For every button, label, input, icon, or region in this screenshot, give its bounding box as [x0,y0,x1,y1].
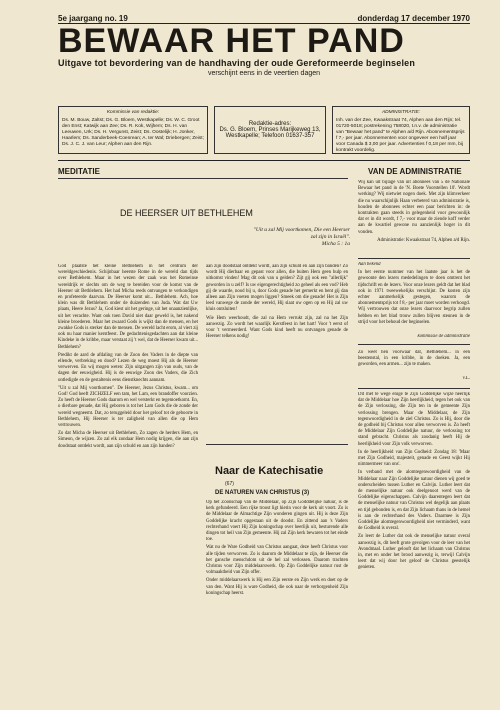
administration-info: Inh. van der Zee, Kwaakstraat 74, Alphen aan den Rijn; tel. 01720-5018; postrekening 758020, t.n.v. de administratie van "Bewaar het pand" te Alphen a/d Rijn. Abonnementsprijs f 7,- per jaar. Abonnementen voor ongeveer een half jaar voor Canada $ 3,00 per jaar. Advertenties f 0,18 per mm, bij kontrakt voordelig. [336,118,465,153]
administratie-label: VAN DE ADMINISTRATIE [368,167,462,176]
paragraph: Onder middelaarswerk is Hij een Zijn eerste en Zijn werk en doet op de van den. Want Hij is ware Godheid, die ook naar de verborgenheid Zijn koningschap heerst. [206,578,348,596]
column-3-continuation [358,392,470,704]
divider [358,388,470,389]
paragraph: aan zijn doodstaat ontdekt wordt, aan zijn schuld en aan zijn banden? Zo wordt Hij dierbaar en gepast voor allen, die buiten Hem geen hulp en uitkomst vinden! Mag dit ook van u gelden? Zijt gij ook een "allerlijk" geworden in u zelf? Is uw eigengerechtigheid zo geheel als een vod? Heb gij de waarde, nood bij u, door Gods genade het gemerkt en bent gij dan alleen aan Zijn voeten mogen liggen? Smeek om die genade! Het is Zijn leed vanwege de zonde der wereld, Hij slaat uw ogen op en Hij zal uw kluis ontsluiten! [206,264,348,313]
verse-signature: v.L. [462,376,470,381]
editorial-box [58,106,208,154]
administratie-signature: Administratie: Kwaakstraat 74, Alphen a/d Rijn. [377,237,470,243]
catechisatie-title: Naar de Katechisatie [215,465,324,477]
editorial-heading: Kommissie van redaktie: [106,110,160,115]
paragraph: In de heerlijkheid van Zijn Godheid: Zondag 18: 'Maar met Zijn Godheid, majesteit, genade en Geest wijkt Hij nimmermeer van ons'. [358,449,470,468]
paragraph: In verband met de alomtegenwoordigheid van de Middelaar naar Zijn Goddelijke natuur dienen wij goed te onderscheiden tussen Luther en Calvijn. Luther leert dat de menselijke natuur ook deelgenoot werd van de Goddelijke eigenschappen. Calvijn daarentegen leert dat de menselijke natuur van Christus wel degelijk aan plaats en tijd gebonden is, en dat Zijn lichaam thans in de hemel is aan de rechterhand des Vaders. Daarmee is Zijn Goddelijke alomtegenwoordigheid niet verminderd, want de Godheid is overal. [358,470,470,532]
divider [206,444,348,445]
paragraph: "Uit u zal Mij voortkomen". De Heerser, Jezus Christus, kwam... om God! God heeft ZICHZELF een tam, het Lam, een brandoffer voorzien. Zo heeft de Heerser Gods daarom en wel versterkt en tegemoetkomt. En, o dierbare genade, dat Hij geboren is tot het Lam Gods die de zonde der wereld wegneemt. Dat, zo teruggeleid door het geloof tot de geboorte in Bethlehem, Hij Heerser is ter zaligheid van allen die op Hem vertrouwen. [58,385,198,429]
side-note-column [358,262,470,334]
paragraph: Op het Zoonschap van de Middelaar, op Zijn Godddelijke natuur, is de kerk gefundeerd. Een rijke troost ligt hierin voor de kerk uit voort. Zo is de Middelaar de Almachtige Zijn wonderen gingen uit. Hij is deze Zijn Goddelijke kracht opgestaan uit de doodst. En zittend aan 's Vaders rechterhand voert Hij Zijn koningschap over heerlijk uit, besturende alle dingen tot heil van Zijn gemeente. Hij zal Zijn kerk bewaren tot het einde toe. [206,500,348,543]
editorial-address-box [214,106,326,154]
paragraph: Predikt de aard de afdaling van de Zoon des Vaders in de diepte van ellende, verbreking en dood? Lezen de weg moest Hij als de Heerser verwerven. En wij mogen weten: Zijn uitgangen zijn van ouds, van de dagen der eeuwigheid. Hij is de eeuwige Zoon des Vaders, die Zich ontledigde en de gestaltenis eens dienstknechts aannam. [58,352,198,383]
meditatie-headline: DE HEERSER UIT BETHLEHEM [120,208,253,218]
catechisatie-column [206,500,348,704]
newspaper-subtitle: Uitgave tot bevordering van de handhaving der oude Gereformeerde beginselen [58,58,416,68]
catechisatie-subtitle: DE NATUREN VAN CHRISTUS (3) [215,490,310,496]
divider [358,344,470,345]
paragraph: Zo leert de Luther dat ook de menselijke natuur overal aanwezig is, dit heeft grote gevolgen voor de leer van het Avondmaal. Luther gelooft dat het lichaam van Christus in, met en onder het brood aanwezig is, terwijl Calvijn leert dat wij door het geloof de Christus geestelijk genieten. [358,534,470,571]
paragraph: Wie Hem weerhoudt, die zal na Hem verrukt zijn, zal na het Zijn aanwezig. Zo wordt het waarlijk Kerstfeest in het hart! Voor 't eerst of voor 't vermeerderd. Want Gods kind heeft nu ontvangen genade de Heerser telkens nodig! [206,315,348,340]
masthead [58,24,470,77]
newspaper-title: BEWAAR HET PAND [58,22,405,60]
newspaper-tagline: verschijnt eens in de veertien dagen [207,70,321,77]
divider [58,178,348,179]
editorial-members: Ds. M. Bouw, Zaltst; Ds. G. Bloem, Westkapelle; Ds. W. C. Groot den Enst; Katwijk aan Zee; Ds. R. Kok, Wijhem; Ds. H. van Leeuwen, Urk; Ds. H. Vergunst, Zeist; Ds. Oostelijk; H. Jonker, Haarlem; Ds. Sanderbeek-Coenrean; A. ter Wal; Driebergen; Zeist; Ds. J. C. J. van Leur; Alphen aan den Rijn. [62,118,204,147]
administration-heading: ADMINISTRATIE: [381,110,421,115]
paragraph: Wij kan uit bijlage van uit abonnees van 5 de Nationale Bewaar het pand in de 'N. Boete Voorstellen 10'. Wordt werking? Wij nietwiet nogen doek. Met zijn klimverkeer die nu waarschijnlijk Haan verbeterd van administratie is, houden de abonnees echter een paar berichten in: de kontrakten gaan steeds in gelegenheid voor gewoonlijk dat er in dit wordt, f 7,- voor maar de ziende koff verder aan de kwartiel gewone nu aanzienlijk hoger in dit vonden. [358,180,470,235]
paragraph: In het eerste nummer van het laatste jaar is het de gewoonte den lezers mededelingen te doen omtrent het tijdschrift en de lezers. Voor onze lezers geldt dat het blad ook in 1971 tweewekelijks verschijnt. De kosten zijn echter aanmerkelijk gestegen, waarom de abonnementsprijs tot f 8,- per jaar moet worden verhoogd. Wij vertrouwen dat onze lezers daarvoor begrip zullen hebben en het blad trouw zullen blijven steunen in de strijd voor het behoud der beginselen. [358,270,470,325]
paragraph: Zo dat Micha de Heerser uit Bethlehem, Zo zagen de herders Hem, en Simeon, de wijzen. Zo zal elk zondaar Hem nodig krijgen, die aan zijn doodstaat ontdekt wordt, aan zijn schuld en aan zijn banden? [58,431,198,449]
side-note-signature: kommissie de administratie [417,334,470,339]
divider [58,160,470,161]
issue-date: donderdag 17 december 1970 [357,14,470,23]
meditatie-column-2 [206,264,348,436]
paragraph: God plaatste het kleine Bethlehem in het centrum der wereldgeschiedenis. Schijnbaar heerste Rome in de wereld dan tijds over Bethlehem. Maar in het wezen der zaak was het Romeinse wereldrijk er slechts om de weg te bereiden voor de komst van de Heerser uit Bethlehem. Het had Micha reeds ontvangen te verkondigen en profeteerde daarvan. De Heerser komt uit... Bethlehem. Ach, hoe klein was dit Bethlehem onder de duizenden van Juda. Wat dat Uw plaats, Heere Jezus? Ja, God kiest uit het geringe, uit het onaanzienlijke, uit het verachte. Want ook toen David niet daar geweld is, het nakend kleine broederen. Maar het zwaard Gods is wijkt dan de mensen, en het zwakke Gods is sterker dan de mensen. De wereld lacht erom, al viert zij ook nu haar manier kerstfeest. De gedachtenisgedachten aan dat kleine Kindeke in de kribbe, maar verstaat zij 't wel, dat de Heerser kwam uit... Bethlehem? [58,264,198,350]
meditatie-label: MEDITATIE [58,167,100,176]
editorial-address: Redaktie-adres: Ds. G. Bloem, Prinses Marijkeweg 13, Westkapelle; Telefoon 01637-357 [219,121,321,139]
meditatie-column-1 [58,264,198,704]
catechisatie-number: (67) [225,481,234,487]
meditatie-quote: "Uit u zal Mij voortkomen, Die een Heerser zal zijn in Israël". Micha 5 : 1a [253,227,350,247]
divider [358,258,470,259]
verse-column [358,350,470,378]
info-boxes [58,106,470,154]
side-note-heading: Aan bekend [358,262,381,267]
paragraph: Zo weet hen voorwaar dat, Bethlehem... in een beestenstal, in een kribbe, in de doeken. Ja, een geworden, een armen... zijn te maken. [358,350,470,368]
administration-box [332,106,470,154]
paragraph: Dit met te wege enige te Zijn Goddelijke wijze heerlijk dat de Middelaar hoe Zijn heerlijkheid, tegen het ook van de Zijn verlossing, die Zijn ten in de gemeente Zijn verlossing brengen. Maar de Middelaar, de Zijn tegenwoordigheid in de ziel Christus. Zo is Hij, door die de godheid bij Christus voor allen verworven is. Zo heeft de Middelaar Zijn Goddelijke natuur, de verlossing tot stand gebracht. Christus als zoodanig heeft Hij de heerlijkheid voor Zijn volk verworven. [358,392,470,447]
paragraph: Wat nu de Ware Godheid van Christus aangaat, deze heeft Christus voor alle tijden verworven. Zo is daarom de Middelaar te zijn, de Heerser die het gansche menschdom uit de hel zal verlossen. Daarom trachten Christus voor Zijn middelaarswerk. Op Zijn Goddelijke natuur rust de volmaaktheid van Zijn offer. [206,545,348,576]
administratie-column [358,180,470,254]
issue-number: 5e jaargang no. 19 [58,14,128,23]
